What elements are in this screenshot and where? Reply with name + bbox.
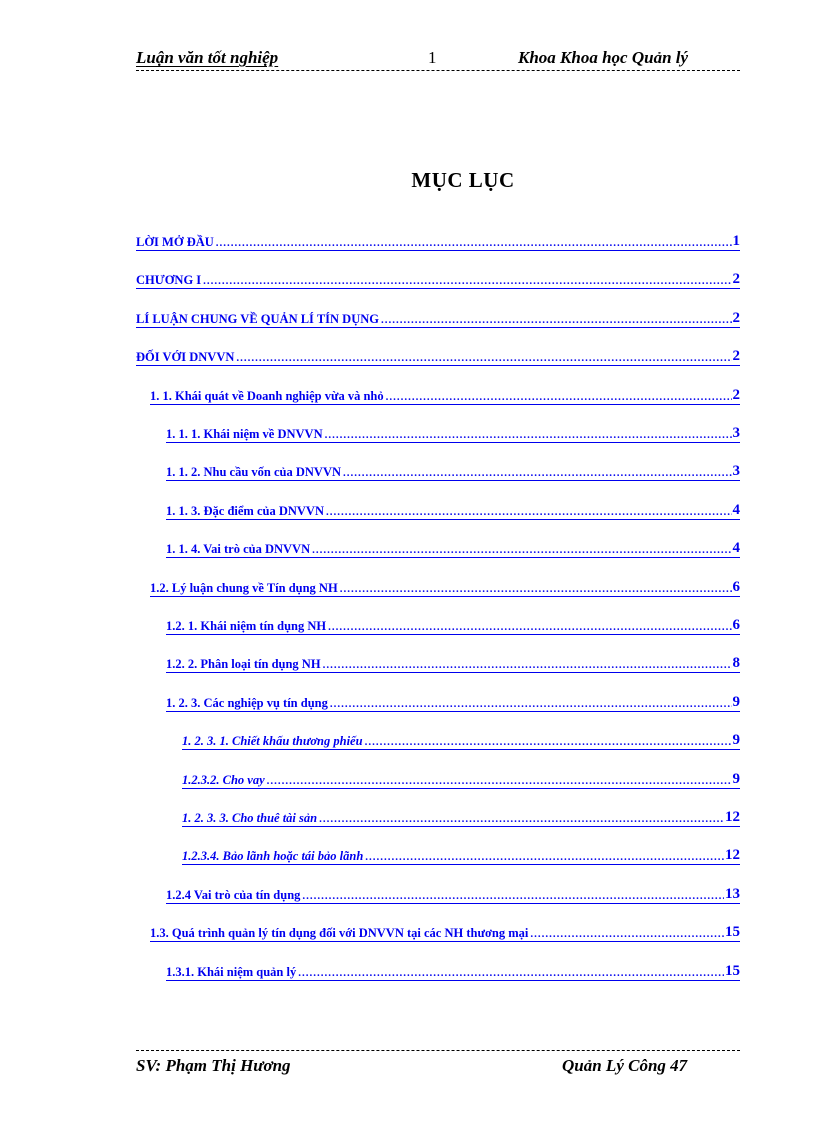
toc-entry[interactable] [136, 230, 740, 251]
toc-dot-leader [323, 658, 732, 672]
toc-entry[interactable] [166, 614, 740, 635]
toc-dot-leader [386, 390, 732, 404]
toc-entry-title: 1.2. 1. Khái niệm tín dụng NH [166, 619, 327, 633]
toc-entry-title: 1. 2. 3. 1. Chiết khấu thương phiếu [182, 734, 363, 749]
toc-entry-page: 8 [732, 655, 740, 672]
toc-entry[interactable] [136, 345, 740, 366]
footer-student-name: SV: Phạm Thị Hương [136, 1056, 291, 1075]
toc-entry-page: 3 [732, 463, 740, 480]
toc-entry-page: 13 [725, 885, 740, 902]
footer-divider [136, 1050, 740, 1051]
toc-entry[interactable] [182, 844, 740, 865]
toc-entry-page: 12 [725, 809, 740, 825]
toc-entry-page: 2 [732, 271, 740, 288]
toc-entry-page: 4 [732, 501, 740, 518]
toc-dot-leader [319, 812, 724, 826]
toc-entry-page: 6 [732, 617, 740, 633]
toc-entry[interactable] [166, 537, 740, 558]
toc-dot-leader [365, 735, 732, 749]
toc-dot-leader [328, 620, 731, 634]
toc-entry[interactable] [182, 806, 740, 827]
toc-entry-title: 1.3.1. Khái niệm quản lý [166, 964, 297, 979]
toc-entry-title: 1.2.3.4. Bảo lãnh hoặc tái bảo lãnh [182, 849, 364, 864]
toc-entry-title: LÍ LUẬN CHUNG VỀ QUẢN LÍ TÍN DỤNG [136, 311, 379, 326]
toc-entry-page: 9 [732, 732, 740, 749]
footer-class-label: Quản Lý Công 47 [562, 1056, 688, 1075]
toc-entry-title: CHƯƠNG I [136, 273, 202, 288]
toc-entry[interactable] [166, 422, 740, 443]
toc-entry[interactable] [150, 384, 740, 405]
toc-entry-title: 1. 1. Khái quát về Doanh nghiệp vừa và nhỏ [150, 388, 384, 403]
toc-entry[interactable] [166, 652, 740, 673]
toc-entry-title: 1. 1. 4. Vai trò của DNVVN [166, 542, 311, 557]
toc-entry[interactable] [166, 883, 740, 904]
toc-dot-leader [325, 428, 732, 442]
page-header [136, 48, 740, 74]
header-faculty-label: Khoa Khoa học Quản lý [518, 48, 689, 67]
toc-entry-title: 1. 2. 3. 3. Cho thuê tài sản [182, 811, 318, 825]
toc-entry[interactable] [166, 960, 740, 981]
toc-dot-leader [330, 697, 732, 711]
toc-entry-title: 1. 2. 3. Các nghiệp vụ tín dụng [166, 695, 328, 710]
toc-entry-page: 15 [725, 962, 740, 979]
toc-dot-leader [365, 850, 724, 864]
toc-entry[interactable] [182, 768, 740, 789]
toc-entry[interactable] [182, 729, 740, 750]
toc-entry-title: 1. 1. 2. Nhu cầu vốn của DNVVN [166, 465, 342, 480]
header-thesis-label: Luận văn tốt nghiệp [136, 48, 279, 67]
toc-entry-page: 9 [732, 770, 740, 787]
toc-dot-leader [302, 889, 724, 903]
toc-entry-title: 1. 1. 1. Khái niệm về DNVVN [166, 427, 323, 441]
toc-entry-page: 4 [732, 540, 740, 557]
toc-dot-leader [381, 313, 732, 327]
toc-entry-title: 1.2.3.2. Cho vay [182, 772, 265, 787]
toc-entry-page: 6 [732, 578, 740, 595]
toc-dot-leader [312, 543, 731, 557]
toc-entry-title: 1.2. Lý luận chung về Tín dụng NH [150, 580, 338, 595]
toc-entry-page: 15 [725, 924, 740, 941]
toc-entry[interactable] [136, 268, 740, 289]
toc-dot-leader [340, 582, 732, 596]
header-divider [136, 70, 740, 71]
toc-dot-leader [298, 966, 724, 980]
toc-entry-page: 2 [732, 309, 740, 326]
toc-entry-title: 1.2.4 Vai trò của tín dụng [166, 887, 301, 902]
toc-entry[interactable] [166, 460, 740, 481]
toc-dot-leader [203, 274, 731, 288]
toc-entry[interactable] [150, 921, 740, 942]
toc-entry[interactable] [136, 307, 740, 328]
toc-dot-leader [326, 505, 732, 519]
toc-entry-title: ĐỐI VỚI DNVVN [136, 350, 235, 365]
toc-entry-page: 12 [725, 847, 740, 864]
toc-dot-leader [343, 466, 731, 480]
toc-entry[interactable] [150, 576, 740, 597]
toc-entry[interactable] [166, 691, 740, 712]
toc-dot-leader [267, 774, 732, 788]
toc-entry-title: 1.2. 2. Phân loại tín dụng NH [166, 657, 321, 672]
toc-entry-page: 1 [732, 233, 740, 249]
toc-entry-page: 9 [732, 693, 740, 710]
toc-entry-title: LỜI MỞ ĐẦU [136, 235, 214, 249]
toc-entry-page: 3 [732, 425, 740, 441]
page-footer [136, 1050, 740, 1080]
toc-entry-page: 2 [732, 386, 740, 403]
toc-entry-page: 2 [732, 348, 740, 365]
toc-dot-leader [216, 236, 732, 250]
toc-entry-title: 1.3. Quá trình quản lý tín dụng đối với DNVVN tại các NH thương mại [150, 926, 529, 941]
toc-dot-leader [530, 927, 724, 941]
toc-entry[interactable] [166, 499, 740, 520]
toc-dot-leader [236, 351, 731, 365]
header-page-number: 1 [428, 48, 437, 67]
toc-entry-title: 1. 1. 3. Đặc điểm của DNVVN [166, 503, 324, 518]
page-title: MỤC LỤC [411, 168, 515, 192]
